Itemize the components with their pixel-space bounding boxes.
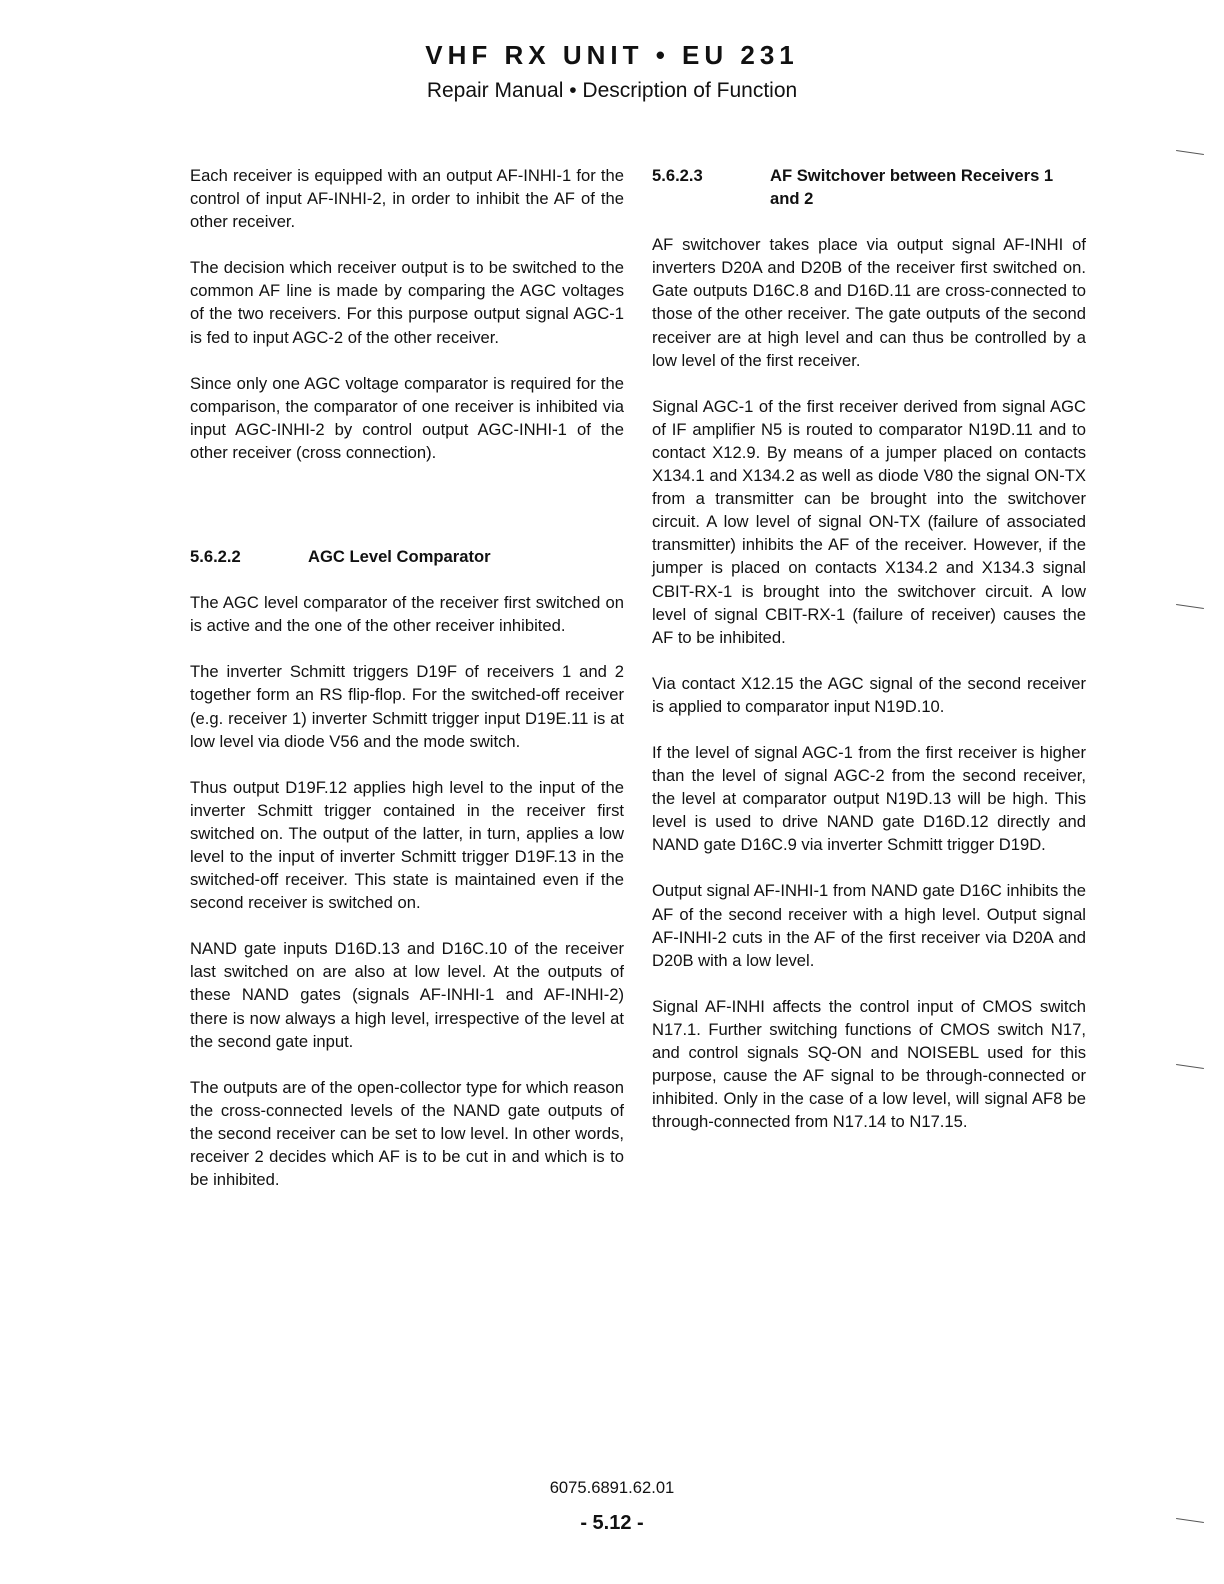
margin-mark <box>1176 150 1204 155</box>
paragraph: The inverter Schmitt triggers D19F of receivers 1 and 2 together form an RS flip-flop. For the switched-off receiver (e.g. receiver 1) inverter Schmitt trigger input D19E.11 is at low level via diode V56 and the mode switch. <box>190 662 624 751</box>
section-heading-5-6-2-2 <box>190 545 624 568</box>
paragraph: The decision which receiver output is to be switched to the common AF line is made by comparing the AGC voltages of the two receivers. For this purpose output signal AGC-1 is fed to input AGC-2 of the other receiver. <box>190 258 624 347</box>
page-header <box>0 40 1224 104</box>
section-number: 5.6.2.3 <box>652 166 703 185</box>
paragraph: Signal AF-INHI affects the control input of CMOS switch N17.1. Further switching functions of CMOS switch N17, and control signals SQ-ON and NOISEBL used for this purpose, cause the AF signal to be through-connected or inhibited. Only in the case of a low level, will signal AF8 be through-connected from N17.14 to N17.15. <box>652 996 1086 1132</box>
paragraph: AF switchover takes place via output signal AF-INHI of inverters D20A and D20B of the receiver first switched on. Gate outputs D16C.8 and D16D.11 are cross-connected to those of the other receiver. The gate outputs of the second receiver are at high level and can thus be controlled by a low level of the first receiver. <box>652 235 1086 370</box>
section-title: AF Switchover between Receivers 1 and 2 <box>770 166 1054 209</box>
document-subtitle: Repair Manual • Description of Function <box>426 79 798 102</box>
paragraph: If the level of signal AGC-1 from the first receiver is higher than the level of signal AGC-2 from the second receiver, the level at comparator output N19D.13 will be high. This level is used to drive NAND gate D16D.12 directly and NAND gate D16C.9 via inverter Schmitt trigger D19D. <box>652 742 1086 855</box>
paragraph: NAND gate inputs D16D.13 and D16C.10 of the receiver last switched on are also at low level. At the outputs of these NAND gates (signals AF-INHI-1 and AF-INHI-2) there is now always a high level, irrespective of the level at the second gate input. <box>190 939 624 1051</box>
paragraph: Since only one AGC voltage comparator is required for the comparison, the comparator of one receiver is inhibited via input AGC-INHI-2 by control output AGC-INHI-1 of the other receiver (cross connection). <box>190 373 624 462</box>
paragraph: Each receiver is equipped with an output AF-INHI-1 for the control of input AF-INHI-2, in order to inhibit the AF of the other receiver. <box>190 166 624 232</box>
spacer <box>190 487 624 545</box>
right-column <box>652 164 1086 1156</box>
margin-mark <box>1176 1064 1204 1069</box>
document-number: 6075.6891.62.01 <box>549 1478 675 1497</box>
paragraph: Output signal AF-INHI-1 from NAND gate D16C inhibits the AF of the second receiver with a high level. Output signal AF-INHI-2 cuts in the AF of the first receiver via D20A and D20B with a low level. <box>652 881 1086 970</box>
margin-mark <box>1176 604 1204 609</box>
paragraph: Signal AGC-1 of the first receiver derived from signal AGC of IF amplifier N5 is routed to comparator N19D.11 and to contact X12.9. By means of a jumper placed on contacts X134.1 and X134.2 as well as diode V80 the signal ON-TX from a transmitter can be brought into the switchover circuit. A low level of signal ON-TX (failure of associated transmitter) inhibits the AF of the receiver. However, if the jumper is placed on contacts X134.2 and X134.3 signal CBIT-RX-1 is brought into the switchover circuit. A low level of signal CBIT-RX-1 (failure of receiver) causes the AF to be inhibited. <box>652 396 1086 647</box>
section-title: AGC Level Comparator <box>308 547 491 567</box>
paragraph: The AGC level comparator of the receiver first switched on is active and the one of the other receiver inhibited. <box>190 593 624 636</box>
paragraph: Thus output D19F.12 applies high level to the input of the inverter Schmitt trigger contained in the receiver first switched on. The output of the latter, in turn, applies a low level to the input of inverter Schmitt trigger D19F.13 in the switched-off receiver. This state is maintained even if the second receiver is switched on. <box>190 777 624 913</box>
left-column <box>190 164 624 1214</box>
page-number: - 5.12 - <box>580 1512 644 1534</box>
section-heading-5-6-2-3 <box>652 164 1086 210</box>
paragraph: The outputs are of the open-collector type for which reason the cross-connected levels of the NAND gate outputs of the second receiver can be set to low level. In other words, receiver 2 decides which AF is to be cut in and which is to be inhibited. <box>190 1077 624 1190</box>
document-title: VHF RX UNIT • EU 231 <box>425 40 799 70</box>
paragraph: Via contact X12.15 the AGC signal of the second receiver is applied to comparator input N19D.10. <box>652 673 1086 716</box>
section-number: 5.6.2.2 <box>190 547 241 567</box>
